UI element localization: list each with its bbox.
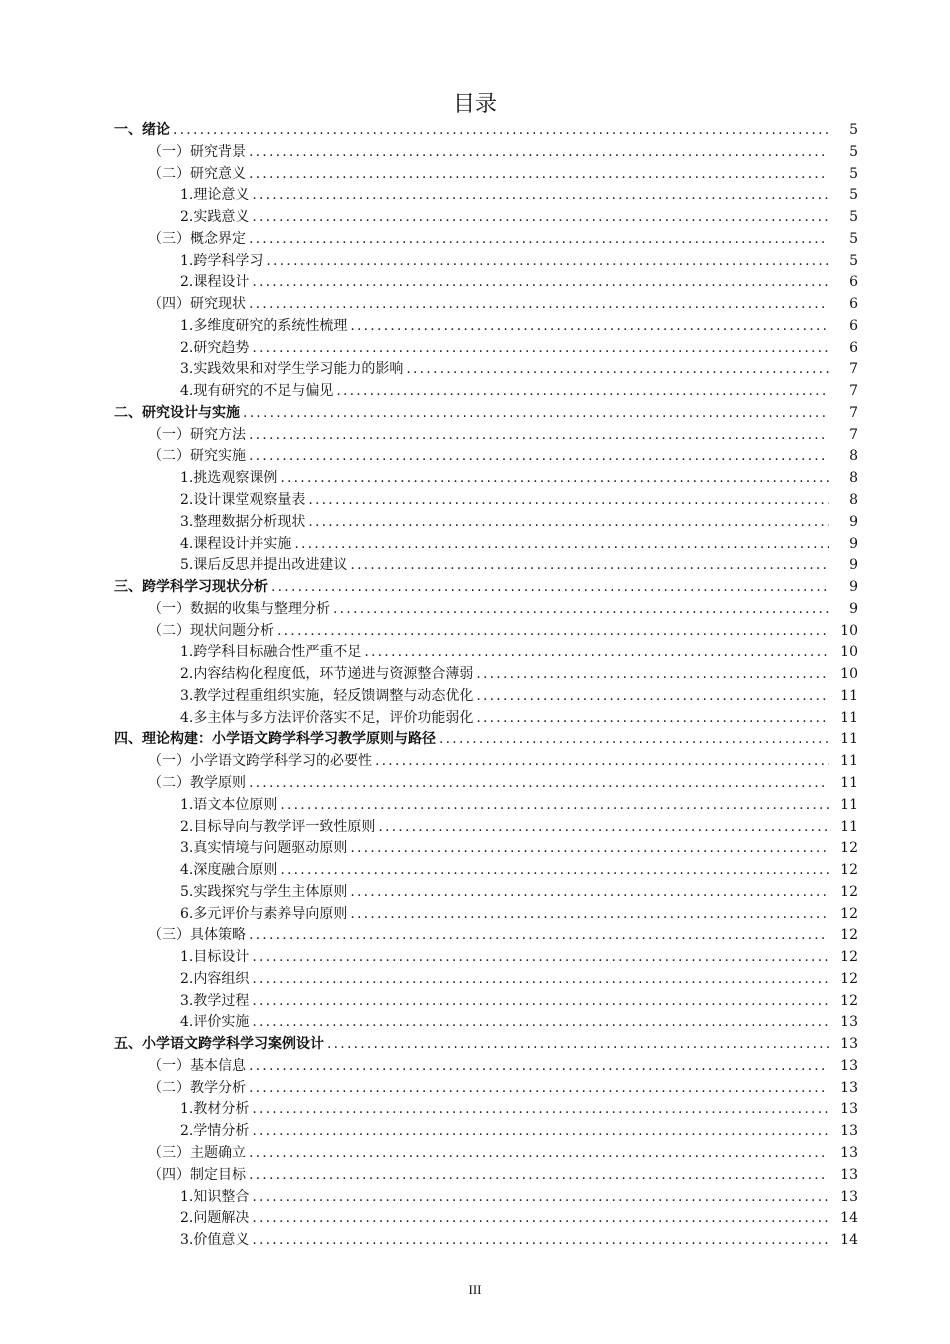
toc-entry-page: 7 — [849, 361, 858, 378]
toc-entry-label: 1.多维度研究的系统性梳理 — [180, 317, 348, 334]
toc-entry[interactable] — [0, 207, 950, 229]
toc-entry-label: 1.理论意义 — [180, 187, 250, 204]
toc-entry[interactable] — [0, 1012, 950, 1034]
toc-entry-page: 10 — [840, 622, 858, 639]
dot-leader — [252, 1208, 829, 1230]
toc-entry-page: 11 — [840, 774, 858, 791]
toc-entry-label: 三、跨学科学习现状分析 — [114, 579, 268, 596]
toc-entry[interactable] — [0, 751, 950, 773]
toc-entry-page: 13 — [840, 1014, 858, 1031]
toc-entry-page: 13 — [840, 1101, 858, 1118]
toc-entry-page: 11 — [840, 687, 858, 704]
dot-leader — [350, 904, 829, 926]
dot-leader — [277, 621, 829, 643]
dot-leader — [252, 1121, 829, 1143]
toc-entry[interactable] — [0, 1165, 950, 1187]
toc-entry-label: 3.教学过程重组织实施，轻反馈调整与动态优化 — [180, 687, 474, 704]
dot-leader — [476, 686, 829, 708]
toc-entry[interactable] — [0, 904, 950, 926]
toc-entry-label: 1.教材分析 — [180, 1101, 250, 1118]
toc-entry[interactable] — [0, 686, 950, 708]
toc-entry[interactable] — [0, 316, 950, 338]
toc-entry-label: 1.跨学科目标融合性严重不足 — [180, 644, 362, 661]
toc-entry-label: （三）主题确立 — [148, 1144, 246, 1161]
toc-entry[interactable] — [0, 512, 950, 534]
toc-entry-label: 5.课后反思并提出改进建议 — [180, 557, 348, 574]
dot-leader — [249, 164, 829, 186]
page-number: III — [468, 1282, 482, 1297]
toc-entry-page: 13 — [840, 1166, 858, 1183]
toc-entry[interactable] — [0, 991, 950, 1013]
dot-leader — [308, 490, 829, 512]
dot-leader — [249, 925, 829, 947]
toc-entry-label: 四、理论构建：小学语文跨学科学习教学原则与路径 — [114, 731, 436, 748]
toc-entry[interactable] — [0, 294, 950, 316]
toc-entry[interactable] — [0, 1078, 950, 1100]
toc-entry[interactable] — [0, 838, 950, 860]
toc-entry-page: 5 — [849, 209, 858, 226]
toc-entry-page: 10 — [840, 644, 858, 661]
toc-entry-page: 5 — [849, 187, 858, 204]
toc-entry-page: 12 — [840, 883, 858, 900]
dot-leader — [439, 729, 829, 751]
toc-entry[interactable] — [0, 860, 950, 882]
toc-entry-page: 14 — [840, 1210, 858, 1227]
toc-entry[interactable] — [0, 773, 950, 795]
toc-entry[interactable] — [0, 1208, 950, 1230]
toc-entry-label: 4.多主体与多方法评价落实不足，评价功能弱化 — [180, 709, 474, 726]
toc-entry-page: 13 — [840, 1079, 858, 1096]
toc-entry-page: 13 — [840, 1188, 858, 1205]
toc-entry-page: 8 — [849, 448, 858, 465]
toc-entry-label: 4.深度融合原则 — [180, 862, 278, 879]
dot-leader — [252, 969, 829, 991]
toc-entry[interactable] — [0, 425, 950, 447]
toc-entry[interactable] — [0, 1143, 950, 1165]
dot-leader — [252, 1012, 829, 1034]
toc-entry[interactable] — [0, 403, 950, 425]
dot-leader — [350, 316, 829, 338]
toc-entry-label: 4.课程设计并实施 — [180, 535, 292, 552]
toc-entry[interactable] — [0, 642, 950, 664]
dot-leader — [252, 1187, 829, 1209]
toc-entry-label: （一）小学语文跨学科学习的必要性 — [148, 753, 372, 770]
toc-entry[interactable] — [0, 251, 950, 273]
toc-entry[interactable] — [0, 1099, 950, 1121]
toc-entry-page: 13 — [840, 1144, 858, 1161]
dot-leader — [280, 860, 829, 882]
dot-leader — [249, 229, 829, 251]
toc-entry-page: 6 — [849, 339, 858, 356]
toc-entry-page: 5 — [849, 165, 858, 182]
toc-entry-page: 7 — [849, 404, 858, 421]
toc-entry-page: 5 — [849, 252, 858, 269]
dot-leader — [249, 425, 829, 447]
toc-entry-label: 一、绪论 — [114, 122, 170, 138]
toc-entry[interactable] — [0, 969, 950, 991]
toc-entry[interactable] — [0, 1034, 950, 1056]
dot-leader — [249, 446, 829, 468]
dot-leader — [327, 1034, 829, 1056]
toc-entry[interactable] — [0, 599, 950, 621]
dot-leader — [336, 381, 829, 403]
toc-entry-page: 8 — [849, 492, 858, 509]
toc-entry-label: （一）基本信息 — [148, 1057, 246, 1074]
toc-entry-label: （一）研究方法 — [148, 426, 246, 443]
dot-leader — [280, 795, 829, 817]
dot-leader — [266, 251, 829, 273]
toc-entry-page: 12 — [840, 992, 858, 1009]
toc-entry-page: 11 — [840, 753, 858, 770]
dot-leader — [249, 1078, 829, 1100]
toc-entry[interactable] — [0, 534, 950, 556]
dot-leader — [280, 468, 829, 490]
dot-leader — [252, 272, 829, 294]
toc-entry[interactable] — [0, 729, 950, 751]
toc-entry-page: 12 — [840, 949, 858, 966]
toc-entry[interactable] — [0, 381, 950, 403]
toc-entry-page: 5 — [849, 143, 858, 160]
toc-entry[interactable] — [0, 446, 950, 468]
toc-entry[interactable] — [0, 577, 950, 599]
toc-entry-page: 11 — [840, 731, 858, 748]
toc-entry-label: 5.实践探究与学生主体原则 — [180, 883, 348, 900]
dot-leader — [252, 207, 829, 229]
toc-entry[interactable] — [0, 1230, 950, 1252]
toc-entry-label: 2.实践意义 — [180, 209, 250, 226]
toc-entry-page: 9 — [849, 513, 858, 530]
toc-entry-label: 4.评价实施 — [180, 1014, 250, 1031]
toc-entry[interactable] — [0, 817, 950, 839]
toc-entry[interactable] — [0, 1121, 950, 1143]
toc-entry-label: 2.研究趋势 — [180, 339, 250, 356]
dot-leader — [271, 577, 829, 599]
dot-leader — [308, 512, 829, 534]
toc-entry-label: 6.多元评价与素养导向原则 — [180, 905, 348, 922]
dot-leader — [252, 338, 829, 360]
toc-entry-label: （二）教学分析 — [148, 1079, 246, 1096]
toc-entry-label: 2.学情分析 — [180, 1123, 250, 1140]
toc-entry-label: （四）制定目标 — [148, 1166, 246, 1183]
toc-entry-page: 12 — [840, 840, 858, 857]
toc-entry-page: 9 — [849, 600, 858, 617]
toc-entry-label: 4.现有研究的不足与偏见 — [180, 383, 334, 400]
toc-entry-page: 6 — [849, 317, 858, 334]
dot-leader — [249, 1056, 829, 1078]
dot-leader — [252, 947, 829, 969]
toc-entry-label: 2.设计课堂观察量表 — [180, 492, 306, 509]
dot-leader — [406, 359, 829, 381]
toc-entry-label: 2.课程设计 — [180, 274, 250, 291]
toc-entry-label: 3.整理数据分析现状 — [180, 513, 306, 530]
toc-entry[interactable] — [0, 882, 950, 904]
toc-entry-label: 3.教学过程 — [180, 992, 250, 1009]
toc-entry-label: 1.跨学科学习 — [180, 252, 264, 269]
toc-entry-label: 1.挑选观察课例 — [180, 470, 278, 487]
toc-list — [0, 120, 950, 1252]
toc-entry-page: 12 — [840, 970, 858, 987]
dot-leader — [364, 642, 829, 664]
dot-leader — [294, 534, 829, 556]
toc-entry[interactable] — [0, 120, 950, 142]
dot-leader — [378, 817, 829, 839]
dot-leader — [249, 773, 829, 795]
toc-entry-label: 2.问题解决 — [180, 1210, 250, 1227]
toc-entry[interactable] — [0, 142, 950, 164]
dot-leader — [249, 1143, 829, 1165]
toc-entry-page: 9 — [849, 535, 858, 552]
toc-entry[interactable] — [0, 1187, 950, 1209]
toc-entry-page: 12 — [840, 905, 858, 922]
toc-entry-page: 11 — [840, 818, 858, 835]
toc-entry[interactable] — [0, 708, 950, 730]
toc-entry-page: 12 — [840, 927, 858, 944]
toc-entry-page: 9 — [849, 579, 858, 596]
toc-entry[interactable] — [0, 229, 950, 251]
toc-entry[interactable] — [0, 555, 950, 577]
toc-entry-page: 13 — [840, 1036, 858, 1053]
toc-entry-page: 7 — [849, 426, 858, 443]
toc-entry-label: 2.内容组织 — [180, 970, 250, 987]
toc-entry-page: 5 — [849, 122, 858, 138]
toc-entry-page: 14 — [840, 1232, 858, 1249]
toc-entry[interactable] — [0, 795, 950, 817]
toc-entry-label: 2.内容结构化程度低，环节递进与资源整合薄弱 — [180, 666, 474, 683]
toc-entry-page: 13 — [840, 1057, 858, 1074]
toc-entry-label: 2.目标导向与教学评一致性原则 — [180, 818, 376, 835]
toc-entry[interactable] — [0, 468, 950, 490]
dot-leader — [350, 838, 829, 860]
dot-leader — [476, 708, 829, 730]
dot-leader — [350, 882, 829, 904]
dot-leader — [249, 294, 829, 316]
toc-entry-page: 7 — [849, 383, 858, 400]
dot-leader — [252, 1230, 829, 1252]
toc-entry[interactable] — [0, 359, 950, 381]
toc-entry-label: （三）具体策略 — [148, 927, 246, 944]
toc-entry[interactable] — [0, 925, 950, 947]
toc-entry-label: （一）数据的收集与整理分析 — [148, 600, 330, 617]
toc-entry[interactable] — [0, 621, 950, 643]
dot-leader — [252, 185, 829, 207]
toc-entry-label: 3.真实情境与问题驱动原则 — [180, 840, 348, 857]
toc-entry[interactable] — [0, 185, 950, 207]
toc-title: 目录 — [452, 92, 497, 117]
dot-leader — [243, 403, 829, 425]
dot-leader — [249, 1165, 829, 1187]
toc-entry[interactable] — [0, 664, 950, 686]
toc-entry-label: 3.实践效果和对学生学习能力的影响 — [180, 361, 404, 378]
toc-entry-label: 3.价值意义 — [180, 1232, 250, 1249]
toc-entry[interactable] — [0, 490, 950, 512]
dot-leader — [173, 120, 829, 142]
toc-entry-label: （二）研究意义 — [148, 165, 246, 182]
toc-entry-label: 1.语文本位原则 — [180, 796, 278, 813]
toc-entry-page: 12 — [840, 862, 858, 879]
toc-entry-page: 10 — [840, 666, 858, 683]
toc-entry-label: 1.知识整合 — [180, 1188, 250, 1205]
toc-entry-label: （二）教学原则 — [148, 774, 246, 791]
toc-entry-label: 二、研究设计与实施 — [114, 404, 240, 421]
dot-leader — [252, 991, 829, 1013]
dot-leader — [476, 664, 829, 686]
toc-entry-page: 5 — [849, 230, 858, 247]
toc-entry-page: 6 — [849, 296, 858, 313]
dot-leader — [252, 1099, 829, 1121]
toc-entry[interactable] — [0, 1056, 950, 1078]
toc-entry-page: 9 — [849, 557, 858, 574]
dot-leader — [350, 555, 829, 577]
toc-entry-label: 五、小学语文跨学科学习案例设计 — [114, 1036, 324, 1053]
toc-entry-label: 1.目标设计 — [180, 949, 250, 966]
toc-entry[interactable] — [0, 272, 950, 294]
toc-entry-page: 11 — [840, 709, 858, 726]
toc-entry-page: 11 — [840, 796, 858, 813]
dot-leader — [375, 751, 829, 773]
toc-entry-label: （四）研究现状 — [148, 296, 246, 313]
toc-entry[interactable] — [0, 338, 950, 360]
dot-leader — [249, 142, 829, 164]
toc-entry-label: （一）研究背景 — [148, 143, 246, 160]
toc-entry-label: （二）研究实施 — [148, 448, 246, 465]
toc-entry-page: 13 — [840, 1123, 858, 1140]
toc-entry-page: 8 — [849, 470, 858, 487]
toc-entry[interactable] — [0, 164, 950, 186]
toc-entry-label: （二）现状问题分析 — [148, 622, 274, 639]
dot-leader — [333, 599, 829, 621]
toc-entry-label: （三）概念界定 — [148, 230, 246, 247]
toc-entry[interactable] — [0, 947, 950, 969]
toc-entry-page: 6 — [849, 274, 858, 291]
